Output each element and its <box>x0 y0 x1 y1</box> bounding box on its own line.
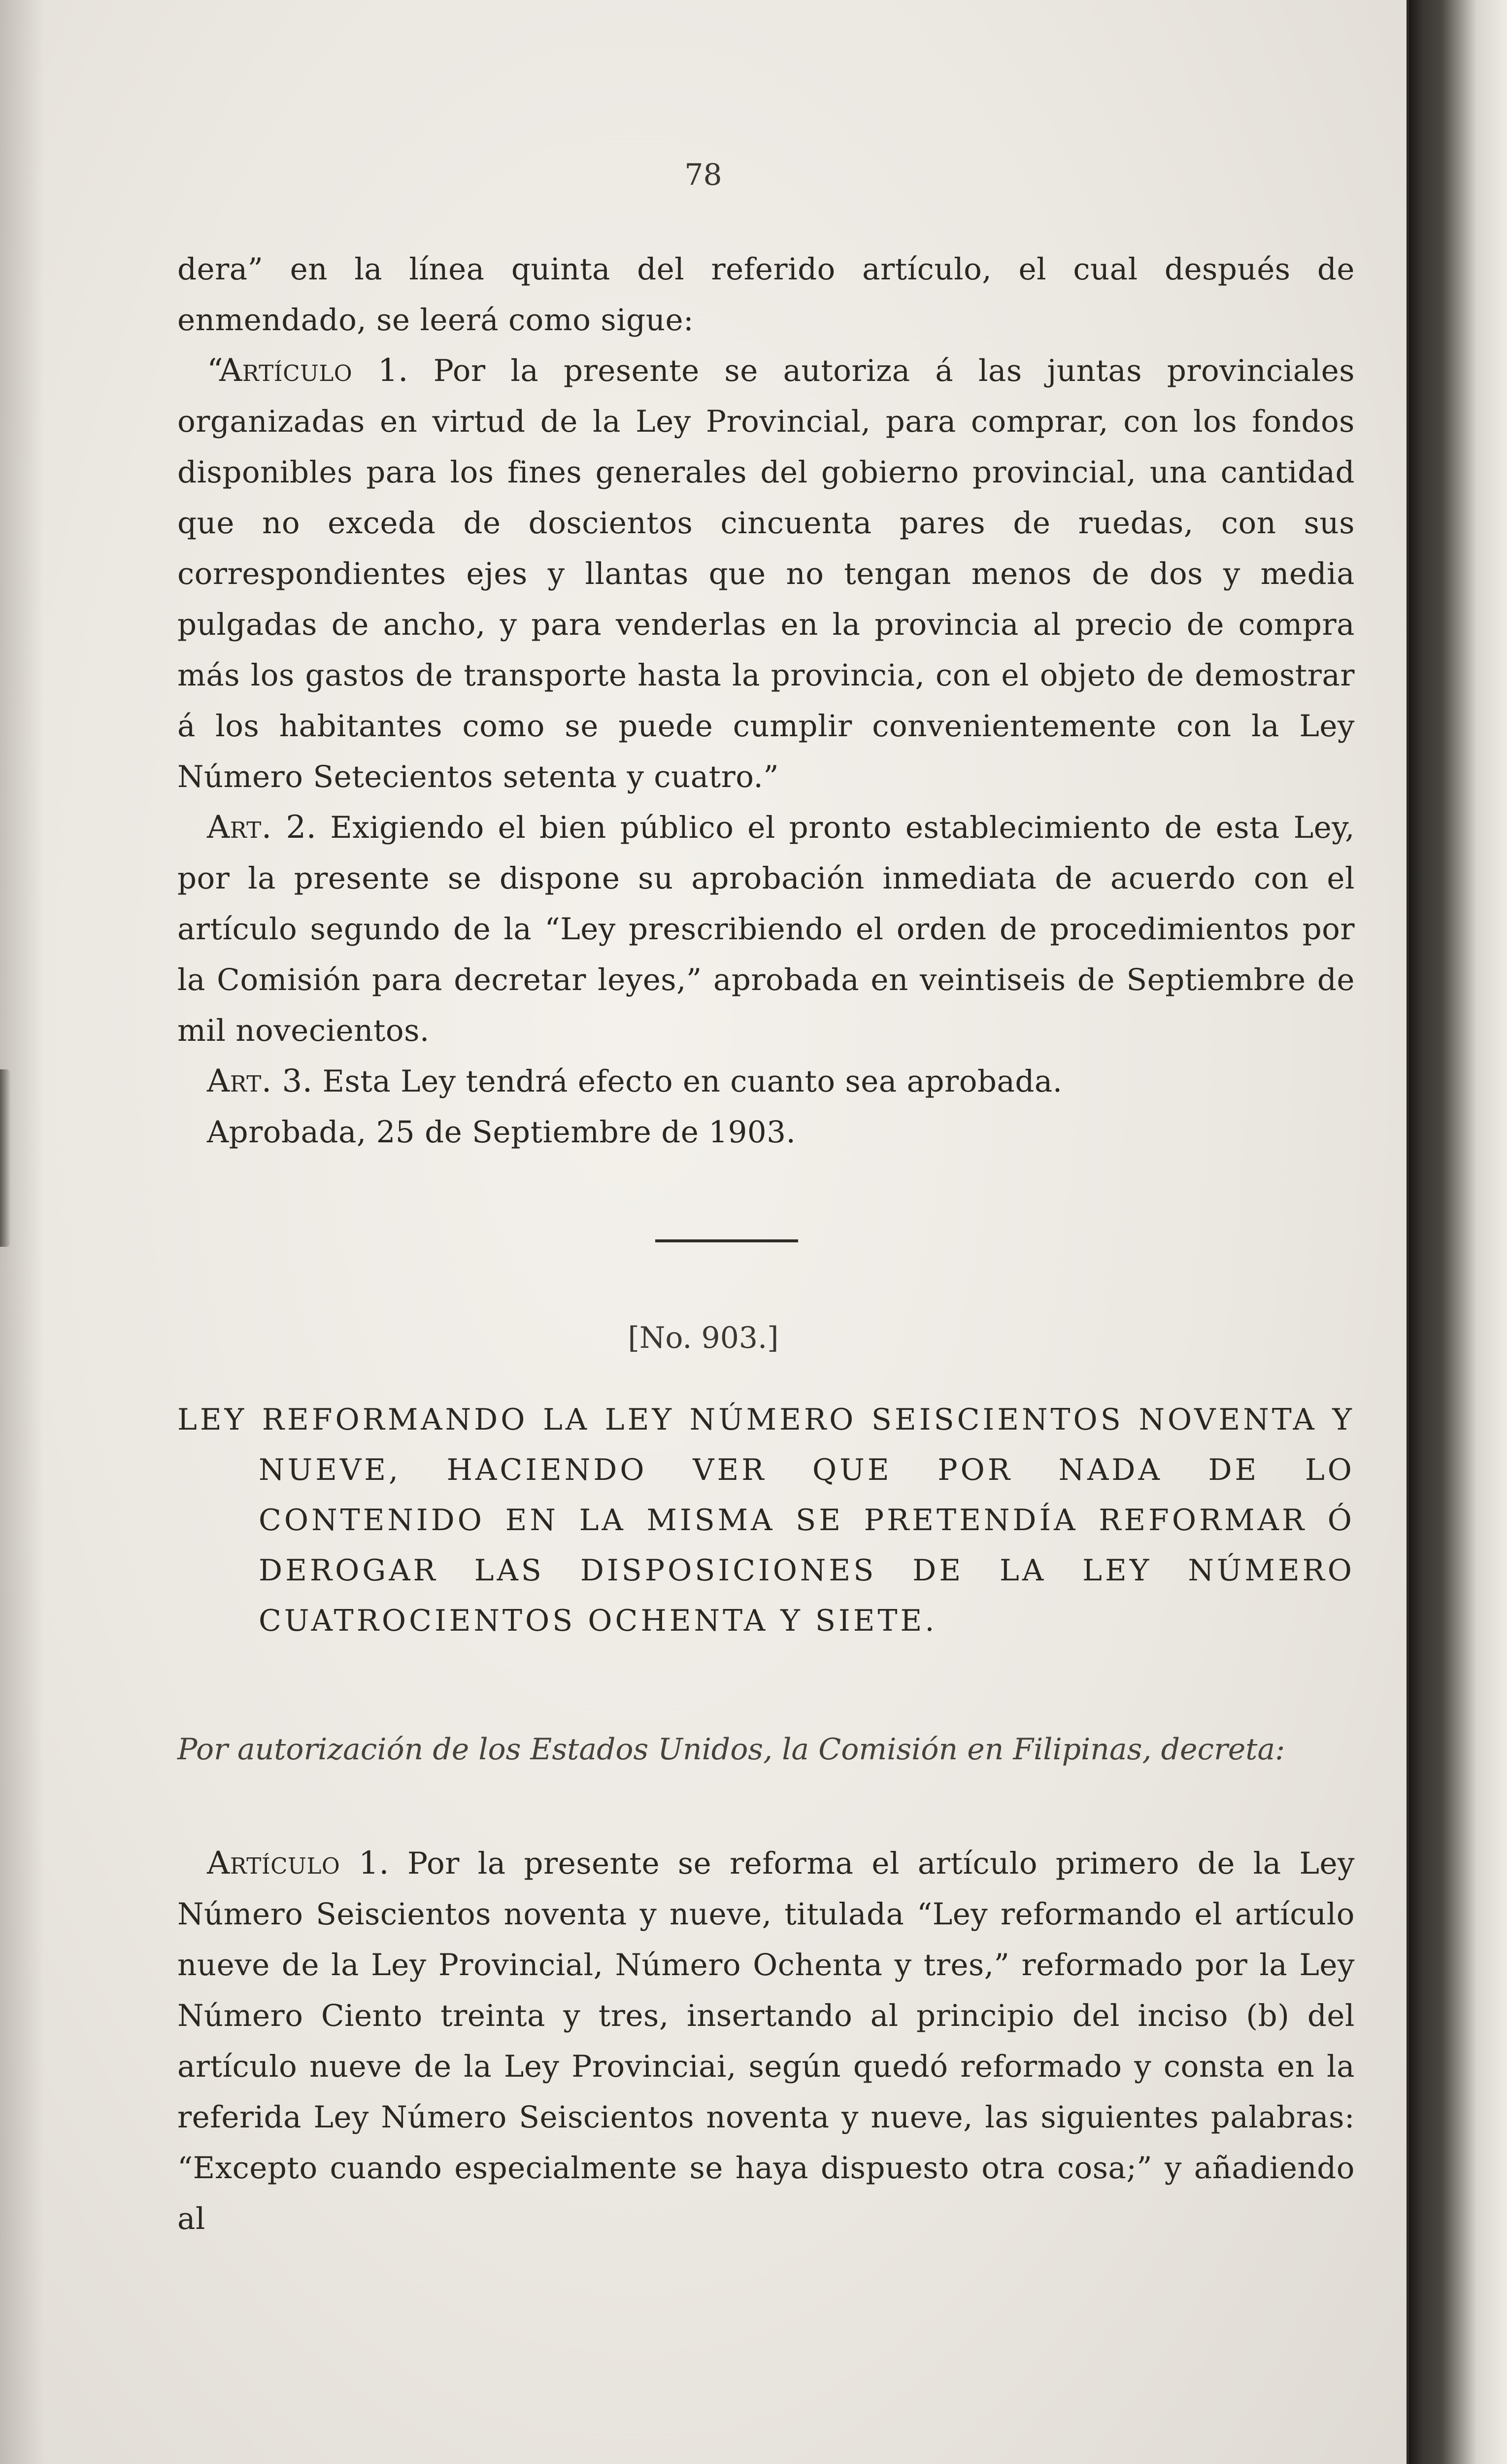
quoted-article-1-label: “Artículo 1. <box>207 352 408 389</box>
page-number: 78 <box>684 158 722 192</box>
paragraph-continued: dera” en la línea quinta del referido artículo, el cual después de enmendado, se leerá como sigue: <box>177 252 1355 338</box>
decree-formula: Por autorización de los Estados Unidos, la Comisión en Filipinas, decreta: <box>177 1732 1285 1767</box>
quoted-article-1 <box>177 345 1355 802</box>
article-2 <box>177 802 1355 1056</box>
quoted-article-1-text: Por la presente se autoriza á las juntas provinciales organizadas en virtud de la Ley Provincial, para comprar, con los fondos disponibles para los fines generales del gobierno provincial, una cantidad que no exceda de doscientos cincuenta pares de ruedas, con sus correspondientes ejes y llantas que no tengan menos de dos y media pulgadas de ancho, y para venderlas en la provincia al precio de compra más los gastos de transporte hasta la provincia, con el objeto de demostrar á los habitantes como se puede cumplir convenientemente con la Ley Número Setecientos setenta y cuatro.” <box>177 353 1355 794</box>
article-3 <box>177 1056 1355 1107</box>
section-2-body <box>177 1838 1355 2244</box>
section-1-body <box>177 244 1355 1158</box>
section-divider <box>655 1239 798 1242</box>
page-edge-mark <box>0 1069 11 1247</box>
article-2-text: Exigiendo el bien público el pronto establecimiento de esta Ley, por la presente se dispone su aprobación inmediata de acuerdo con el artículo segundo de la “Ley prescribiendo el orden de procedimientos por la Comisión para decretar leyes,” aprobada en veintiseis de Septiembre de mil novecientos. <box>177 810 1355 1048</box>
section-2-article-1-label: Artículo 1. <box>207 1845 390 1882</box>
article-3-label: Art. 3. <box>207 1063 313 1099</box>
article-2-label: Art. 2. <box>207 809 317 846</box>
law-title: LEY REFORMANDO LA LEY NÚMERO SEISCIENTOS NOVENTA Y NUEVE, HACIENDO VER QUE POR NADA DE LO CONTENIDO EN LA MISMA SE PRETENDÍA REFORMAR Ó DEROGAR LAS DISPOSICIONES DE LA LEY NÚMERO CUATROCIENTOS OCHENTA Y SIETE. <box>177 1403 1355 1638</box>
article-3-text: Esta Ley tendrá efecto en cuanto sea aprobada. <box>322 1064 1063 1099</box>
section-2-article-1-text: Por la presente se reforma el artículo primero de la Ley Número Seiscientos noventa y nueve, titulada “Ley reformando el artículo nueve de la Ley Provincial, Número Ochenta y tres,” reformado por la Ley Número Ciento treinta y tres, insertando al principio del inciso (b) del artículo nueve de la Ley Provinciai, según quedó reformado y consta en la referida Ley Número Seiscientos noventa y nueve, las siguientes palabras: “Excepto cuando especialmente se haya dispuesto otra cosa;” y añadiendo al <box>177 1846 1355 2236</box>
law-number: [No. 903.] <box>628 1321 779 1355</box>
binding-shadow <box>1409 0 1424 2464</box>
section-2-article-1 <box>177 1838 1355 2244</box>
approval-date: Aprobada, 25 de Septiembre de 1903. <box>207 1115 796 1150</box>
